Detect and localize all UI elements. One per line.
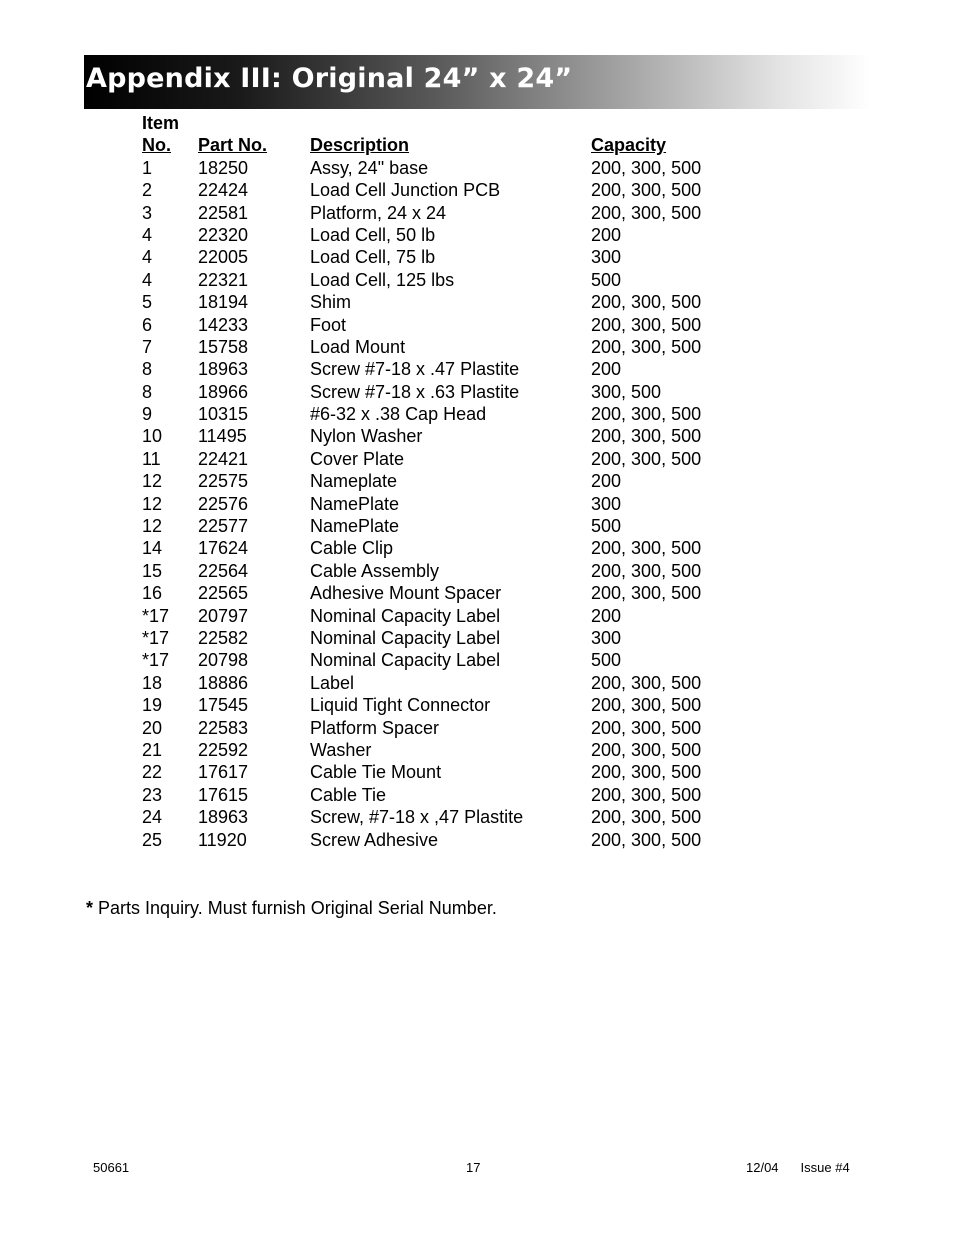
table-row — [142, 717, 751, 739]
cell-description: Load Cell, 75 lb — [310, 247, 436, 268]
table-row — [142, 515, 751, 537]
cell-capacity: 200, 300, 500 — [591, 807, 702, 828]
cell-item-no: 19 — [142, 695, 163, 716]
cell-item-no: 6 — [142, 314, 153, 335]
cell-item-no: 12 — [142, 493, 163, 514]
cell-part-no: 22582 — [198, 627, 249, 648]
cell-capacity: 200 — [591, 605, 622, 626]
table-row — [142, 493, 751, 515]
cell-item-no: 11 — [142, 448, 161, 469]
cell-description: Shim — [310, 292, 352, 313]
cell-part-no: 14233 — [198, 314, 249, 335]
table-header — [142, 134, 751, 156]
header-item-top: Item — [142, 113, 180, 133]
footer-page-number: 17 — [466, 1160, 481, 1175]
cell-capacity: 200, 300, 500 — [591, 336, 702, 357]
cell-capacity: 200, 300, 500 — [591, 560, 702, 581]
cell-description: NamePlate — [310, 493, 400, 514]
cell-description: Load Cell, 50 lb — [310, 224, 436, 245]
cell-item-no: *17 — [142, 605, 170, 626]
cell-description: Foot — [310, 314, 347, 335]
cell-part-no: 18250 — [198, 157, 249, 178]
cell-item-no: 9 — [142, 404, 153, 425]
cell-description: Nylon Washer — [310, 426, 423, 447]
table-row — [142, 381, 751, 403]
table-row — [142, 806, 751, 828]
table-body — [142, 157, 751, 851]
table-row — [142, 179, 751, 201]
table-row — [142, 470, 751, 492]
cell-part-no: 22421 — [198, 448, 249, 469]
cell-description: Platform Spacer — [310, 717, 440, 738]
cell-description: Screw Adhesive — [310, 829, 439, 850]
cell-description: Load Cell, 125 lbs — [310, 269, 455, 290]
cell-part-no: 22564 — [198, 560, 249, 581]
cell-item-no: 25 — [142, 829, 163, 850]
cell-description: Nameplate — [310, 471, 398, 492]
footer-doc-number: 50661 — [93, 1160, 130, 1175]
cell-description: Cable Tie Mount — [310, 762, 442, 783]
cell-item-no: 8 — [142, 381, 153, 402]
cell-capacity: 200, 300, 500 — [591, 672, 702, 693]
cell-part-no: 11495 — [198, 426, 247, 447]
table-row — [142, 269, 751, 291]
cell-capacity: 200, 300, 500 — [591, 583, 702, 604]
table-row — [142, 246, 751, 268]
cell-part-no: 22005 — [198, 247, 249, 268]
cell-part-no: 18963 — [198, 359, 249, 380]
cell-item-no: 1 — [142, 157, 153, 178]
cell-part-no: 22575 — [198, 471, 249, 492]
cell-item-no: 12 — [142, 471, 163, 492]
cell-part-no: 15758 — [198, 336, 249, 357]
cell-description: Cable Tie — [310, 784, 387, 805]
cell-item-no: 4 — [142, 224, 153, 245]
cell-description: Label — [310, 672, 355, 693]
cell-item-no: 4 — [142, 247, 153, 268]
cell-description: Adhesive Mount Spacer — [310, 583, 502, 604]
cell-part-no: 20798 — [198, 650, 249, 671]
cell-item-no: 22 — [142, 762, 163, 783]
cell-description: Liquid Tight Connector — [310, 695, 491, 716]
cell-part-no: 10315 — [198, 404, 249, 425]
cell-item-no: 10 — [142, 426, 163, 447]
cell-item-no: 16 — [142, 583, 163, 604]
cell-part-no: 18886 — [198, 672, 249, 693]
cell-capacity: 200, 300, 500 — [591, 448, 702, 469]
table-row — [142, 739, 751, 761]
table-row — [142, 672, 751, 694]
cell-capacity: 200, 300, 500 — [591, 292, 702, 313]
table-row — [142, 694, 751, 716]
table-row — [142, 448, 751, 470]
cell-description: Cable Assembly — [310, 560, 440, 581]
cell-item-no: 3 — [142, 202, 153, 223]
cell-part-no: 18194 — [198, 292, 249, 313]
cell-description: Nominal Capacity Label — [310, 605, 501, 626]
cell-item-no: 23 — [142, 784, 163, 805]
cell-description: Nominal Capacity Label — [310, 650, 501, 671]
cell-description: Platform, 24 x 24 — [310, 202, 447, 223]
cell-item-no: 2 — [142, 180, 153, 201]
footer-date: 12/04 — [746, 1160, 779, 1175]
cell-capacity: 200, 300, 500 — [591, 739, 702, 760]
cell-item-no: 5 — [142, 292, 153, 313]
table-row — [142, 784, 751, 806]
table-row — [142, 582, 751, 604]
cell-part-no: 22424 — [198, 180, 249, 201]
table-row — [142, 157, 751, 179]
cell-description: Assy, 24" base — [310, 157, 429, 178]
cell-item-no: 20 — [142, 717, 163, 738]
cell-item-no: 14 — [142, 538, 163, 559]
cell-part-no: 17617 — [198, 762, 249, 783]
cell-part-no: 22592 — [198, 739, 249, 760]
table-row — [142, 605, 751, 627]
parts-table — [142, 112, 751, 851]
cell-description: Screw #7-18 x .47 Plastite — [310, 359, 520, 380]
cell-item-no: 12 — [142, 516, 163, 537]
cell-item-no: *17 — [142, 650, 170, 671]
cell-description: Screw #7-18 x .63 Plastite — [310, 381, 520, 402]
footer-issue: Issue #4 — [800, 1160, 850, 1175]
cell-part-no: 17624 — [198, 538, 249, 559]
header-item-no: No. — [142, 135, 171, 156]
cell-part-no: 22320 — [198, 224, 249, 245]
cell-item-no: 8 — [142, 359, 153, 380]
cell-capacity: 200, 300, 500 — [591, 762, 702, 783]
cell-item-no: 24 — [142, 807, 163, 828]
cell-part-no: 11920 — [198, 829, 247, 850]
cell-capacity: 200, 300, 500 — [591, 404, 702, 425]
table-row — [142, 425, 751, 447]
cell-item-no: 7 — [142, 336, 153, 357]
cell-capacity: 200 — [591, 224, 622, 245]
cell-description: Washer — [310, 739, 372, 760]
cell-capacity: 200, 300, 500 — [591, 314, 702, 335]
cell-item-no: 18 — [142, 672, 163, 693]
cell-capacity: 300 — [591, 627, 622, 648]
table-header-top — [142, 112, 751, 134]
cell-capacity: 200, 300, 500 — [591, 784, 702, 805]
cell-capacity: 200, 300, 500 — [591, 157, 702, 178]
footnote — [86, 898, 497, 919]
cell-description: Nominal Capacity Label — [310, 627, 501, 648]
cell-capacity: 200, 300, 500 — [591, 538, 702, 559]
cell-item-no: 21 — [142, 739, 163, 760]
table-row — [142, 649, 751, 671]
table-row — [142, 627, 751, 649]
cell-part-no: 20797 — [198, 605, 249, 626]
footnote-marker: * — [86, 898, 94, 918]
cell-capacity: 500 — [591, 516, 622, 537]
cell-capacity: 200, 300, 500 — [591, 202, 702, 223]
cell-part-no: 17545 — [198, 695, 249, 716]
cell-capacity: 200, 300, 500 — [591, 180, 702, 201]
cell-capacity: 300, 500 — [591, 381, 662, 402]
header-part-no: Part No. — [198, 135, 268, 156]
table-row — [142, 358, 751, 380]
cell-capacity: 500 — [591, 269, 622, 290]
header-capacity: Capacity — [591, 135, 667, 156]
cell-description: Load Cell Junction PCB — [310, 180, 501, 201]
table-row — [142, 336, 751, 358]
cell-item-no: 15 — [142, 560, 163, 581]
page-title: Appendix III: Original 24” x 24” — [86, 63, 573, 94]
cell-part-no: 17615 — [198, 784, 249, 805]
table-row — [142, 560, 751, 582]
table-row — [142, 829, 751, 851]
title-banner — [84, 55, 870, 109]
footer-date-issue — [746, 1160, 850, 1175]
cell-capacity: 200, 300, 500 — [591, 829, 702, 850]
cell-capacity: 300 — [591, 493, 622, 514]
cell-description: Cable Clip — [310, 538, 394, 559]
table-row — [142, 314, 751, 336]
header-description: Description — [310, 135, 410, 156]
cell-capacity: 500 — [591, 650, 622, 671]
cell-description: Cover Plate — [310, 448, 405, 469]
cell-description: Load Mount — [310, 336, 406, 357]
cell-capacity: 300 — [591, 247, 622, 268]
cell-part-no: 22583 — [198, 717, 249, 738]
cell-description: Screw, #7-18 x ,47 Plastite — [310, 807, 524, 828]
table-row — [142, 403, 751, 425]
table-row — [142, 537, 751, 559]
table-row — [142, 202, 751, 224]
table-row — [142, 224, 751, 246]
cell-description: NamePlate — [310, 516, 400, 537]
cell-part-no: 22581 — [198, 202, 249, 223]
cell-capacity: 200, 300, 500 — [591, 717, 702, 738]
cell-part-no: 22321 — [198, 269, 249, 290]
footnote-text: Parts Inquiry. Must furnish Original Serial Number. — [93, 898, 497, 918]
cell-item-no: *17 — [142, 627, 170, 648]
cell-part-no: 22576 — [198, 493, 249, 514]
cell-part-no: 18963 — [198, 807, 249, 828]
cell-capacity: 200 — [591, 471, 622, 492]
table-row — [142, 291, 751, 313]
cell-part-no: 22577 — [198, 516, 249, 537]
cell-capacity: 200, 300, 500 — [591, 426, 702, 447]
cell-part-no: 22565 — [198, 583, 249, 604]
cell-part-no: 18966 — [198, 381, 249, 402]
table-row — [142, 761, 751, 783]
cell-capacity: 200 — [591, 359, 622, 380]
cell-capacity: 200, 300, 500 — [591, 695, 702, 716]
cell-item-no: 4 — [142, 269, 153, 290]
cell-description: #6-32 x .38 Cap Head — [310, 404, 487, 425]
